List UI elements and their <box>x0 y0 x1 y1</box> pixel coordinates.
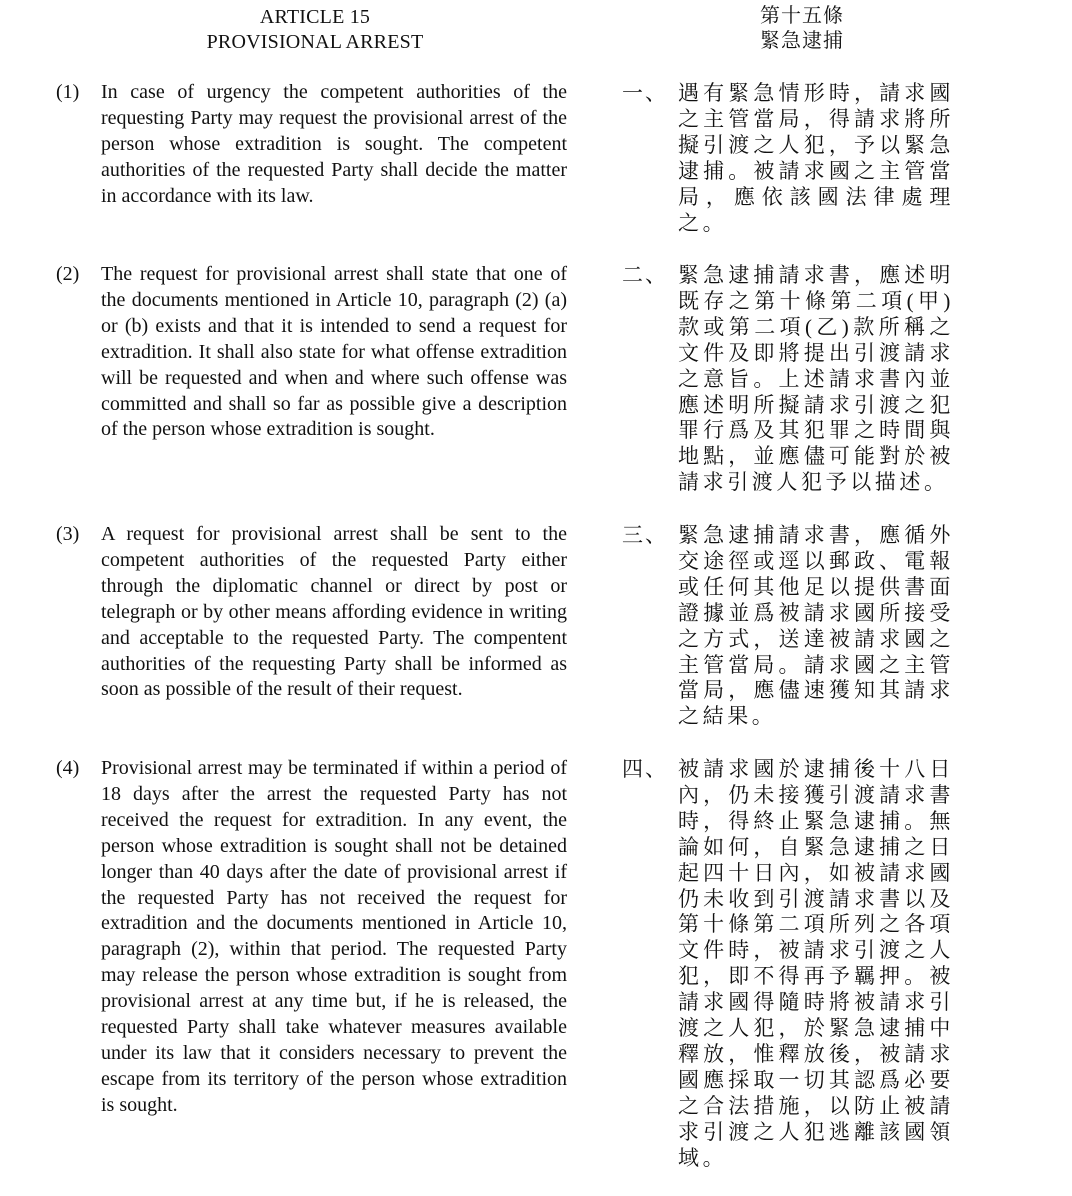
paragraph-number: (2) <box>56 263 80 285</box>
article-number-zh: 第十五條 <box>760 5 844 27</box>
paragraph-text: A request for provisional arrest shall be sent to the competent authorities of the requested Party either through the diplomatic channel or direct by post or telegraph or by other means affording evidence in writing and acceptable to the requested Party. The compentent authorities of the requesting Party shall be informed as soon as possible of the result of their request. <box>101 523 567 701</box>
chinese-heading <box>702 4 902 54</box>
article-number-en: ARTICLE 15 <box>259 6 371 28</box>
paragraph-number: (3) <box>56 523 80 545</box>
article-title-en: PROVISIONAL ARREST <box>206 31 424 53</box>
paragraph-number: 三、 <box>622 523 668 547</box>
paragraph-number: 二、 <box>622 263 668 287</box>
paragraph-text: In case of urgency the competent authorities of the requesting Party may request the provisional arrest of the person whose extradition is sought. The competent authorities of the requested Party shall decide the matter in accordance with its law. <box>101 81 567 207</box>
paragraph-number: 一、 <box>622 81 668 105</box>
paragraph-text: 緊急逮捕請求書，應循外交途徑或逕以郵政、電報或任何其他足以提供書面證據並爲被請求國所接受之方式，送達被請求國之主管當局。請求國之主管當局，應儘速獲知其請求之結果。 <box>678 523 954 729</box>
paragraph-text: 緊急逮捕請求書，應述明既存之第十條第二項(甲)款或第二項(乙)款所稱之文件及即將提出引渡請求之意旨。上述請求書內並應述明所擬請求引渡之犯罪行爲及其犯罪之時間與地點，並應儘可能對於被請求引渡人犯予以描述。 <box>678 263 954 495</box>
paragraph-number: (4) <box>56 757 80 779</box>
article-title-zh: 緊急逮捕 <box>760 30 844 52</box>
paragraph-text: 遇有緊急情形時，請求國之主管當局，得請求將所擬引渡之人犯，予以緊急逮捕。被請求國之主管當局，應依該國法律處理之。 <box>678 81 954 235</box>
paragraph-number: 四、 <box>622 757 668 781</box>
english-heading <box>180 5 450 55</box>
paragraph-text: The request for provisional arrest shall state that one of the documents mentioned in Article 10, paragraph (2) (a) or (b) exists and that it is intended to send a request for extradition. It shall also state for what offense extradition will be requested and when and where such offense was committed and shall so far as possible give a description of the person whose extradition is sought. <box>101 263 567 441</box>
paragraph-text: 被請求國於逮捕後十八日內，仍未接獲引渡請求書時，得終止緊急逮捕。無論如何，自緊急逮捕之日起四十日內，如被請求國仍未收到引渡請求書以及第十條第二項所列之各項文件時，被請求引渡之人犯，即不得再予羈押。被請求國得隨時將被請求引渡之人犯，於緊急逮捕中釋放，惟釋放後，被請求國應採取一切其認爲必要之合法措施，以防止被請求引渡之人犯逃離該國領域。 <box>678 757 954 1170</box>
paragraph-text: Provisional arrest may be terminated if within a period of 18 days after the arrest the requested Party has not received the request for extradition. In any event, the person whose extradition is sought shall not be detained longer than 40 days after the date of provisional arrest if the requested Party has not received the request for extradition and the documents mentioned in Article 10, paragraph (2), within that period. The requested Party may release the person whose extradition is sought from provisional arrest at any time but, if he is released, the requested Party shall take whatever measures available under its law that it considers necessary to prevent the escape from its territory of the person whose extradition is sought. <box>101 757 567 1116</box>
paragraph-number: (1) <box>56 81 80 103</box>
